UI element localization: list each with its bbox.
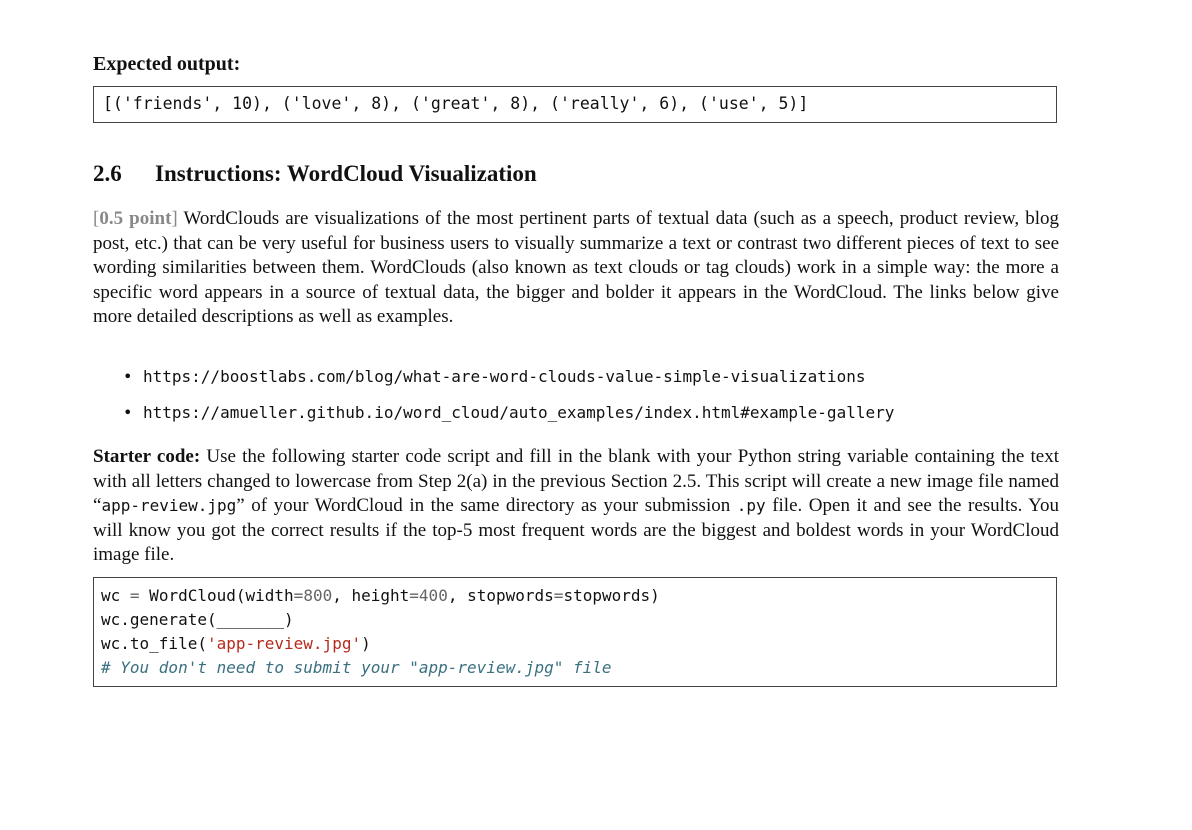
- intro-paragraph: [93, 207, 1059, 330]
- link-boostlabs[interactable]: https://boostlabs.com/blog/what-are-word-clouds-value-simple-visualizations: [143, 367, 866, 386]
- code-token: 800: [303, 586, 333, 605]
- code-token: 400: [418, 586, 448, 605]
- starter-code-paragraph: [93, 445, 1059, 568]
- code-line-1: [101, 584, 1049, 608]
- expected-output-heading: Expected output:: [93, 53, 241, 75]
- code-token: =: [553, 586, 564, 605]
- code-token: =: [293, 586, 304, 605]
- code-token: 'app-review.jpg': [206, 634, 362, 653]
- code-line-2: wc.generate(_______): [101, 610, 294, 629]
- code-token: wc.to_file(: [101, 634, 207, 653]
- code-line-4: # You don't need to submit your "app-review.jpg" file: [101, 658, 612, 677]
- points-open: [: [93, 208, 100, 229]
- starter-text-3: file. Open it and see the results. You will know you got the correct results if the top-5 most frequent words are the biggest and boldest words in your WordCloud image file.: [93, 495, 1060, 565]
- link-wordcloud-gallery[interactable]: https://amueller.github.io/word_cloud/auto_examples/index.html#example-gallery: [143, 403, 895, 422]
- points-close: ]: [171, 208, 178, 229]
- list-item: [123, 366, 894, 388]
- section-title: [93, 160, 537, 188]
- code-token: wc: [101, 586, 130, 605]
- starter-text-1: Use the following starter code script and fill in the blank with your Python string variable containing the text with all letters changed to lowercase from Step 2(a) in the previous Section 2.5. This script will create a new image file named “: [93, 446, 1059, 516]
- list-item: [123, 402, 894, 424]
- section-title-text: Instructions: WordCloud Visualization: [155, 161, 537, 186]
- starter-code-label: Starter code:: [93, 446, 201, 467]
- points-value: 0.5 point: [99, 208, 172, 229]
- code-line-3: [101, 632, 1049, 656]
- code-token: stopwords): [563, 586, 660, 605]
- code-token: , stopwords: [447, 586, 554, 605]
- section-number: 2.6: [93, 161, 122, 186]
- expected-output-box: [('friends', 10), ('love', 8), ('great', 8), ('really', 6), ('use', 5)]: [93, 86, 1057, 123]
- code-token: , height: [332, 586, 410, 605]
- code-token: WordCloud(width: [139, 586, 294, 605]
- bullet-icon: •: [123, 403, 133, 422]
- starter-text-2: ” of your WordCloud in the same directory as your submission: [236, 495, 737, 516]
- code-token: =: [129, 586, 140, 605]
- link-list: [123, 366, 894, 438]
- starter-code-block: [93, 577, 1057, 687]
- code-token: ): [361, 634, 371, 653]
- intro-text: WordClouds are visualizations of the most pertinent parts of textual data (such as a speech, product review, blog post, etc.) that can be very useful for business users to visually summarize a text or contrast two different pieces of text to see wording similarities between them. WordClouds (also known as text clouds or tag clouds) work in a simple way: the more a specific word appears in a source of textual data, the bigger and bolder it appears in the WordCloud. The links below give more detailed descriptions as well as examples.: [93, 208, 1059, 327]
- starter-extension: .py: [736, 496, 766, 515]
- points-badge: [93, 208, 178, 229]
- code-token: =: [409, 586, 419, 605]
- bullet-icon: •: [123, 367, 133, 386]
- starter-filename: app-review.jpg: [101, 496, 237, 515]
